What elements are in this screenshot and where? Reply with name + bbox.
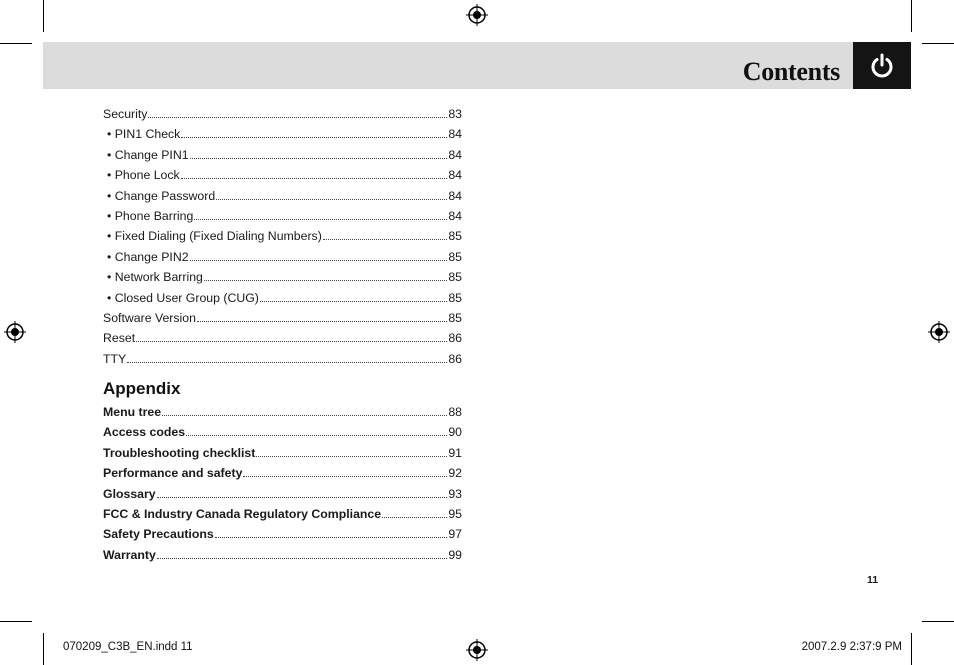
toc-leader-dots [243, 465, 447, 477]
toc-entry-page: 84 [448, 127, 462, 142]
toc-leader-dots [186, 424, 447, 436]
crop-mark-bottom-right-h [922, 621, 954, 622]
slug-left: 070209_C3B_EN.indd 11 [63, 641, 193, 653]
toc-entry-page: 95 [448, 507, 462, 521]
toc-entry-label: • PIN1 Check [107, 127, 181, 142]
crop-mark-bottom-left [43, 633, 44, 665]
registration-mark-icon [928, 321, 950, 343]
toc-entry[interactable] [103, 228, 462, 244]
toc-entry-label: Troubleshooting checklist [103, 445, 256, 460]
toc-entry-page: 85 [448, 249, 462, 264]
toc-entry-page: 86 [448, 351, 462, 366]
toc-leader-dots [148, 106, 447, 118]
toc-entry[interactable] [103, 506, 462, 522]
toc-entry-page: 85 [448, 290, 462, 305]
toc-entry-label: • Closed User Group (CUG) [107, 290, 259, 305]
registration-mark-icon [466, 4, 488, 26]
toc-entry-label: Security [103, 107, 148, 121]
crop-mark-top-left [43, 0, 44, 32]
toc-entry-label: FCC & Industry Canada Regulatory Compliance [103, 507, 382, 521]
toc-entry-label: Software Version [103, 311, 196, 325]
crop-mark-top-right-h [922, 43, 954, 44]
toc-leader-dots [256, 445, 447, 457]
toc-entry-label: • Change PIN1 [107, 147, 189, 162]
toc-entry[interactable] [103, 290, 462, 306]
toc-entry[interactable] [103, 404, 462, 420]
toc-entry-page: 90 [448, 425, 462, 440]
toc-entry-label: Safety Precautions [103, 527, 214, 542]
toc-entry[interactable] [103, 188, 462, 204]
toc-entry[interactable] [103, 310, 462, 326]
toc-leader-dots [216, 188, 447, 200]
crop-mark-bottom-right [911, 633, 912, 665]
toc-leader-dots [162, 404, 447, 416]
toc-entry-label: Performance and safety [103, 466, 243, 481]
registration-mark-icon [466, 639, 488, 661]
power-icon [868, 52, 896, 80]
toc-entry-page: 88 [448, 405, 462, 419]
toc-entry-page: 84 [448, 209, 462, 223]
toc-entry[interactable] [103, 351, 462, 367]
slug-right: 2007.2.9 2:37:9 PM [801, 641, 902, 653]
toc-entry[interactable] [103, 126, 462, 142]
toc-leader-dots [181, 126, 447, 138]
toc-entry-page: 93 [448, 486, 462, 501]
toc-entry-page: 84 [448, 147, 462, 162]
toc-leader-dots [190, 249, 448, 261]
toc-entry[interactable] [103, 249, 462, 265]
toc-entry[interactable] [103, 445, 462, 461]
toc-leader-dots [136, 330, 447, 342]
toc-entry-label: Access codes [103, 425, 186, 440]
toc-leader-dots [127, 351, 447, 363]
page-number: 11 [867, 574, 879, 586]
toc-entry-label: Glossary [103, 486, 156, 501]
toc-entry-page: 85 [448, 270, 462, 285]
toc-leader-dots [157, 547, 447, 559]
toc-leader-dots [323, 228, 448, 240]
toc-entry-page: 85 [448, 229, 462, 244]
power-icon-box [853, 42, 911, 89]
toc-entry[interactable] [103, 526, 462, 542]
toc-entry-label: • Fixed Dialing (Fixed Dialing Numbers) [107, 229, 322, 244]
toc-entry[interactable] [103, 547, 462, 563]
toc-entry[interactable] [103, 424, 462, 440]
toc-entry-label: Menu tree [103, 405, 162, 419]
toc-entry-label: • Network Barring [107, 270, 203, 285]
toc-entry-page: 85 [448, 311, 462, 325]
toc-entry-page: 84 [448, 168, 462, 183]
toc-leader-dots [194, 208, 447, 220]
registration-mark-icon [4, 321, 26, 343]
toc-leader-dots [157, 486, 448, 498]
toc-entry-page: 97 [448, 527, 462, 542]
crop-mark-bottom-left-h [0, 621, 32, 622]
toc-entry[interactable] [103, 330, 462, 346]
toc-leader-dots [215, 526, 448, 538]
toc-entry-page: 99 [448, 547, 462, 562]
toc-entry-label: Warranty [103, 547, 156, 562]
toc-entry[interactable] [103, 106, 462, 122]
appendix-heading: Appendix [103, 379, 181, 398]
toc-entry-label: • Change PIN2 [107, 249, 189, 264]
toc-leader-dots [382, 506, 447, 518]
page-title: Contents [742, 57, 840, 86]
toc-leader-dots [204, 269, 447, 281]
toc-entry-page: 83 [448, 107, 462, 121]
toc-entry-label: TTY [103, 351, 127, 366]
toc-entry[interactable] [103, 167, 462, 183]
toc-entry-page: 84 [448, 188, 462, 203]
toc-leader-dots [197, 310, 447, 322]
toc-entry[interactable] [103, 269, 462, 285]
toc-leader-dots [190, 147, 448, 159]
toc-entry-label: • Phone Lock [107, 168, 180, 183]
crop-mark-top-right [911, 0, 912, 32]
toc-entry-page: 92 [448, 466, 462, 481]
toc-entry[interactable] [103, 208, 462, 224]
crop-mark-top-left-h [0, 43, 32, 44]
toc-entry[interactable] [103, 147, 462, 163]
toc-entry-page: 91 [448, 445, 462, 460]
toc-leader-dots [260, 290, 447, 302]
toc-entry-label: • Change Password [107, 188, 216, 203]
toc-entry-label: • Phone Barring [107, 209, 194, 223]
toc-entry-page: 86 [448, 331, 462, 346]
toc-entry[interactable] [103, 486, 462, 502]
toc-leader-dots [181, 167, 448, 179]
toc-entry[interactable] [103, 465, 462, 481]
toc-entry-label: Reset [103, 331, 136, 346]
